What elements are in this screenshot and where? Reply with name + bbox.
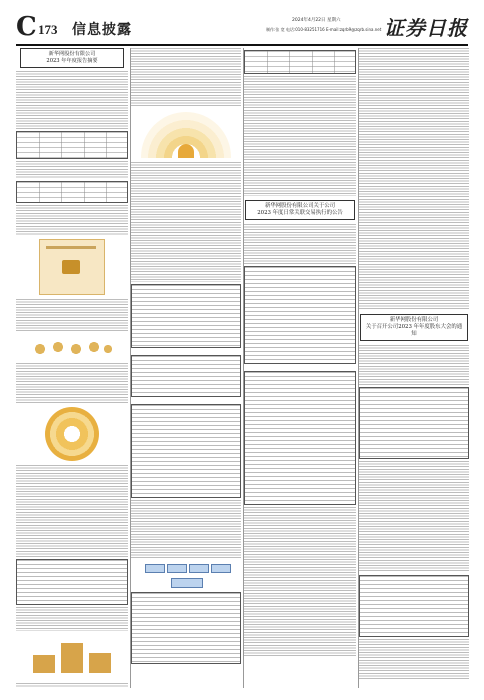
body-text bbox=[244, 507, 356, 657]
column-4 bbox=[359, 48, 469, 688]
title-line: 新华网股份有限公司 bbox=[48, 51, 96, 57]
issue-date: 2024年4月22日 星期六 bbox=[292, 18, 341, 23]
masthead-logo: 证券日报 bbox=[384, 16, 468, 40]
article-title-annual-report bbox=[20, 48, 124, 68]
body-text bbox=[244, 224, 356, 264]
body-text bbox=[16, 683, 128, 688]
body-text bbox=[16, 71, 128, 129]
editor-contact: 制作:张 宽 电话:010-83251716 E-mail:zqrb9@zqrb.sina.net bbox=[266, 27, 382, 32]
data-table bbox=[131, 592, 241, 664]
body-text bbox=[16, 205, 128, 235]
body-text bbox=[16, 363, 128, 403]
article-title-related-transactions bbox=[245, 200, 354, 220]
business-diagram bbox=[141, 112, 231, 158]
title-line: 2023 年年度报告摘要 bbox=[46, 58, 98, 64]
data-table bbox=[359, 387, 469, 459]
column-1 bbox=[16, 48, 128, 688]
body-text bbox=[131, 500, 241, 558]
body-text bbox=[16, 161, 128, 179]
article-title-shareholder-meeting bbox=[360, 314, 467, 341]
title-line: 新华网股份有限公司关于公司 bbox=[264, 203, 336, 209]
data-table bbox=[244, 266, 356, 364]
data-table bbox=[131, 404, 241, 498]
data-table bbox=[131, 284, 241, 348]
data-table bbox=[244, 50, 356, 74]
title-line: 关于召开公司2023 年年度股东大会的通知 bbox=[365, 324, 463, 337]
data-table bbox=[359, 575, 469, 637]
product-illustration bbox=[39, 239, 105, 295]
body-text bbox=[16, 299, 128, 333]
body-text bbox=[359, 461, 469, 573]
body-text bbox=[244, 76, 356, 196]
body-text bbox=[359, 639, 469, 679]
data-table bbox=[16, 131, 128, 159]
title-line: 新华网股份有限公司 bbox=[389, 317, 439, 323]
section-number: 173 bbox=[38, 22, 58, 37]
shareholder-structure-diagram bbox=[141, 562, 231, 588]
product-illustration bbox=[45, 407, 99, 461]
body-text bbox=[131, 162, 241, 282]
product-illustration bbox=[27, 635, 117, 679]
section-letter: C bbox=[16, 12, 37, 42]
body-text bbox=[16, 465, 128, 557]
data-table bbox=[131, 355, 241, 397]
data-table bbox=[16, 559, 128, 605]
body-text bbox=[359, 345, 469, 385]
data-table bbox=[16, 181, 128, 203]
body-text bbox=[131, 48, 241, 108]
body-text bbox=[16, 607, 128, 631]
column-2 bbox=[131, 48, 241, 688]
body-text bbox=[359, 48, 469, 310]
section-title: 信息披露 bbox=[72, 22, 132, 38]
title-line: 2023 年度日常关联交易执行的公告 bbox=[257, 210, 343, 216]
data-table bbox=[244, 371, 356, 505]
page-header bbox=[16, 14, 468, 46]
product-illustration bbox=[30, 337, 114, 359]
column-3 bbox=[244, 48, 356, 688]
